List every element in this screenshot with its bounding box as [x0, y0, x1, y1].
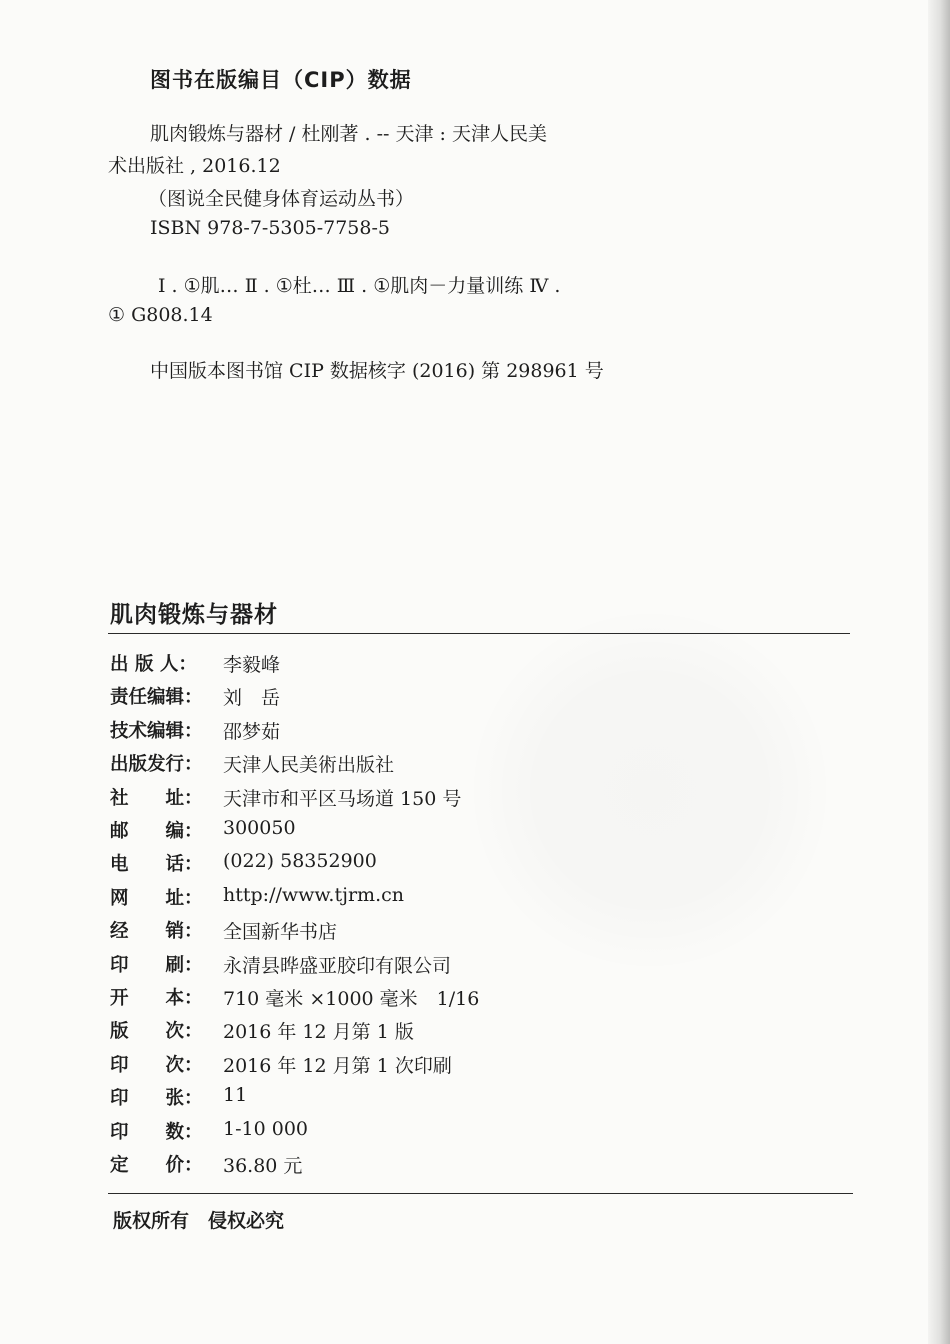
info-label: 印 张：	[110, 1088, 203, 1110]
info-value: 1-10 000	[223, 1117, 308, 1140]
info-label: 社 址：	[110, 787, 203, 809]
info-value: 2016 年 12 月第 1 版	[223, 1021, 414, 1044]
info-value: 全国新华书店	[223, 921, 338, 944]
cip-record-number-line: 中国版本图书馆 CIP 数据核字 (2016) 第 298961 号	[150, 360, 604, 382]
info-value: 11	[223, 1084, 248, 1107]
info-value: 710 毫米 ×1000 毫米 1/16	[223, 988, 480, 1010]
info-label: 责任编辑：	[110, 687, 203, 709]
info-label: 技术编辑：	[110, 720, 203, 742]
info-label: 印 刷：	[110, 954, 203, 976]
cip-subject-line: Ⅰ . ①肌… Ⅱ . ①杜… Ⅲ . ①肌肉－力量训练 Ⅳ .	[158, 275, 561, 297]
info-value: 永清县晔盛亚胶印有限公司	[223, 954, 452, 977]
info-value: 36.80 元	[223, 1155, 303, 1177]
info-label: 邮 编：	[110, 821, 203, 842]
bottom-divider	[108, 1193, 853, 1194]
cip-classification-line: ① G808.14	[108, 304, 213, 326]
cip-series-line: （图说全民健身体育运动丛书）	[148, 188, 415, 210]
info-value: http://www.tjrm.cn	[223, 883, 404, 906]
info-label: 电 话：	[110, 854, 203, 876]
cip-heading: 图书在版编目（CIP）数据	[150, 68, 412, 92]
copyright-notice: 版权所有 侵权必究	[113, 1210, 285, 1232]
info-value: 天津市和平区马场道 150 号	[223, 787, 462, 810]
info-label: 网 址：	[110, 887, 203, 909]
info-label: 印 数：	[110, 1121, 203, 1143]
info-label: 印 次：	[110, 1054, 203, 1076]
info-label: 定 价：	[110, 1155, 203, 1176]
info-label: 版 次：	[110, 1021, 203, 1043]
info-value: 邵梦茹	[223, 720, 281, 743]
title-divider	[108, 633, 850, 634]
page-edge-shadow	[928, 0, 950, 1344]
info-label: 经 销：	[110, 921, 203, 943]
info-label: 出 版 人：	[110, 654, 197, 675]
info-label: 开 本：	[110, 988, 203, 1009]
cip-title-line: 肌肉锻炼与器材 / 杜刚著 . -- 天津 : 天津人民美	[150, 123, 547, 145]
info-value: 天津人民美術出版社	[223, 754, 395, 777]
info-value: 300050	[223, 817, 296, 839]
book-title: 肌肉锻炼与器材	[110, 602, 278, 628]
info-value: 2016 年 12 月第 1 次印刷	[223, 1054, 452, 1077]
info-label: 出版发行：	[110, 754, 203, 776]
info-value: (022) 58352900	[223, 850, 377, 873]
info-value: 刘 岳	[223, 687, 281, 710]
cip-publisher-line: 术出版社 , 2016.12	[108, 155, 281, 177]
paper-smudge	[470, 610, 830, 970]
info-value: 李毅峰	[223, 654, 281, 676]
cip-isbn-line: ISBN 978-7-5305-7758-5	[150, 217, 390, 239]
